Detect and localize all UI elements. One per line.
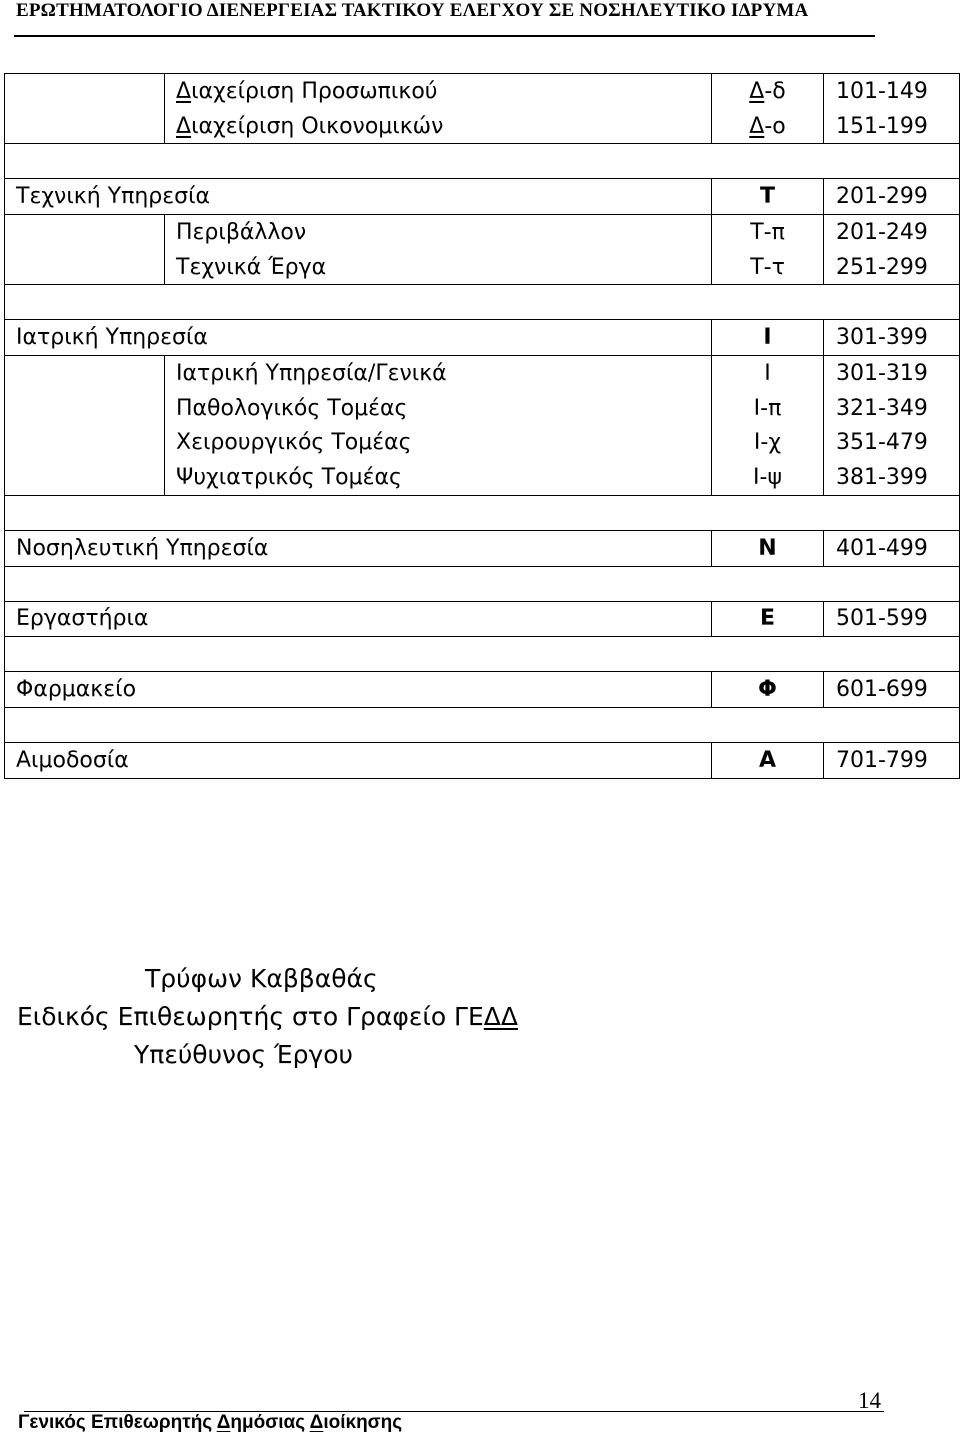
signatory-role-underlined: ΔΔ xyxy=(483,1002,519,1031)
table-row-sub xyxy=(5,215,960,250)
table-row-main xyxy=(5,530,960,566)
row-code: Ι-π xyxy=(712,391,824,426)
row-range: 501-599 xyxy=(824,601,960,637)
row-label: Ιατρική Υπηρεσία/Γενικά xyxy=(165,356,712,391)
row-label: Αιμοδοσία xyxy=(5,742,712,778)
row-range: 201-249 xyxy=(824,215,960,250)
table-row-main xyxy=(5,601,960,637)
indent-cell xyxy=(5,460,165,495)
row-range: 151-199 xyxy=(824,109,960,144)
row-label: Ιατρική Υπηρεσία xyxy=(5,320,712,356)
row-range: 321-349 xyxy=(824,391,960,426)
row-code: Δ-δ xyxy=(712,74,824,109)
footer-text-end: ιοίκησης xyxy=(323,1412,403,1433)
row-label: Τεχνική Υπηρεσία xyxy=(5,179,712,215)
table-row-sub xyxy=(5,426,960,461)
table-spacer-row xyxy=(5,495,960,530)
row-range: 601-699 xyxy=(824,672,960,708)
row-code: Τ-π xyxy=(712,215,824,250)
service-codes-table xyxy=(4,73,960,779)
row-range: 301-399 xyxy=(824,320,960,356)
table-spacer-row xyxy=(5,707,960,742)
footer-text-prefix: Γενικός Επιθεωρητής xyxy=(18,1412,217,1433)
footer-text-d2: Δ xyxy=(309,1412,324,1433)
table-row-main xyxy=(5,672,960,708)
row-code: Ι xyxy=(712,320,824,356)
table-row-sub xyxy=(5,391,960,426)
table-row-sub xyxy=(5,250,960,285)
row-code: Α xyxy=(712,742,824,778)
indent-cell xyxy=(5,74,165,109)
table-row-sub xyxy=(5,74,960,109)
table-row-sub xyxy=(5,109,960,144)
spacer-cell xyxy=(5,285,960,320)
header-divider xyxy=(14,35,875,37)
table-spacer-row xyxy=(5,285,960,320)
spacer-cell xyxy=(5,637,960,672)
row-range: 401-499 xyxy=(824,530,960,566)
indent-cell xyxy=(5,356,165,391)
indent-cell xyxy=(5,109,165,144)
page-number: 14 xyxy=(858,1388,881,1413)
row-label: Νοσηλευτική Υπηρεσία xyxy=(5,530,712,566)
row-range: 701-799 xyxy=(824,742,960,778)
row-code: Τ xyxy=(712,179,824,215)
table-spacer-row xyxy=(5,144,960,179)
indent-cell xyxy=(5,215,165,250)
row-code: Ε xyxy=(712,601,824,637)
signatory-role-text: Ειδικός Επιθεωρητής στο Γραφείο ΓΕ xyxy=(17,1002,484,1031)
row-label: Εργαστήρια xyxy=(5,601,712,637)
footer-text-mid: ημόσιας xyxy=(230,1412,310,1433)
row-code: Ν xyxy=(712,530,824,566)
row-code: Φ xyxy=(712,672,824,708)
row-label: Ψυχιατρικός Τομέας xyxy=(165,460,712,495)
row-range: 101-149 xyxy=(824,74,960,109)
table-row-main xyxy=(5,179,960,215)
table-row-sub xyxy=(5,460,960,495)
spacer-cell xyxy=(5,566,960,601)
row-range: 201-299 xyxy=(824,179,960,215)
row-label: Χειρουργικός Τομέας xyxy=(165,426,712,461)
indent-cell xyxy=(5,250,165,285)
spacer-cell xyxy=(5,144,960,179)
row-code: Ι xyxy=(712,356,824,391)
row-range: 381-399 xyxy=(824,460,960,495)
row-code: Τ-τ xyxy=(712,250,824,285)
spacer-cell xyxy=(5,707,960,742)
table-row-main xyxy=(5,320,960,356)
row-range: 251-299 xyxy=(824,250,960,285)
signatory-role xyxy=(17,998,518,1036)
row-code: Ι-ψ xyxy=(712,460,824,495)
signatory-name: Τρύφων Καββαθάς xyxy=(145,964,378,993)
table-spacer-row xyxy=(5,637,960,672)
document-header-title: ΕΡΩΤΗΜΑΤΟΛΟΓΙΟ ΔΙΕΝΕΡΓΕΙΑΣ ΤΑΚΤΙΚΟΥ ΕΛΕΓΧΟΥ ΣΕ ΝΟΣΗΛΕΥΤΙΚΟ ΙΔΡΥΜΑ xyxy=(16,0,809,21)
spacer-cell xyxy=(5,495,960,530)
table-spacer-row xyxy=(5,566,960,601)
row-code: Δ-ο xyxy=(712,109,824,144)
row-label: Διαχείριση Οικονομικών xyxy=(165,109,712,144)
indent-cell xyxy=(5,391,165,426)
row-label: Διαχείριση Προσωπικού xyxy=(165,74,712,109)
row-label: Φαρμακείο xyxy=(5,672,712,708)
row-label: Παθολογικός Τομέας xyxy=(165,391,712,426)
table-row-main xyxy=(5,742,960,778)
row-label: Περιβάλλον xyxy=(165,215,712,250)
footer-text-d1: Δ xyxy=(216,1412,231,1433)
row-range: 351-479 xyxy=(824,426,960,461)
row-code: Ι-χ xyxy=(712,426,824,461)
table-row-sub xyxy=(5,356,960,391)
signatory-responsibility: Υπεύθυνος Έργου xyxy=(134,1040,354,1069)
row-range: 301-319 xyxy=(824,356,960,391)
row-label: Τεχνικά Έργα xyxy=(165,250,712,285)
footer-text xyxy=(18,1411,402,1435)
indent-cell xyxy=(5,426,165,461)
